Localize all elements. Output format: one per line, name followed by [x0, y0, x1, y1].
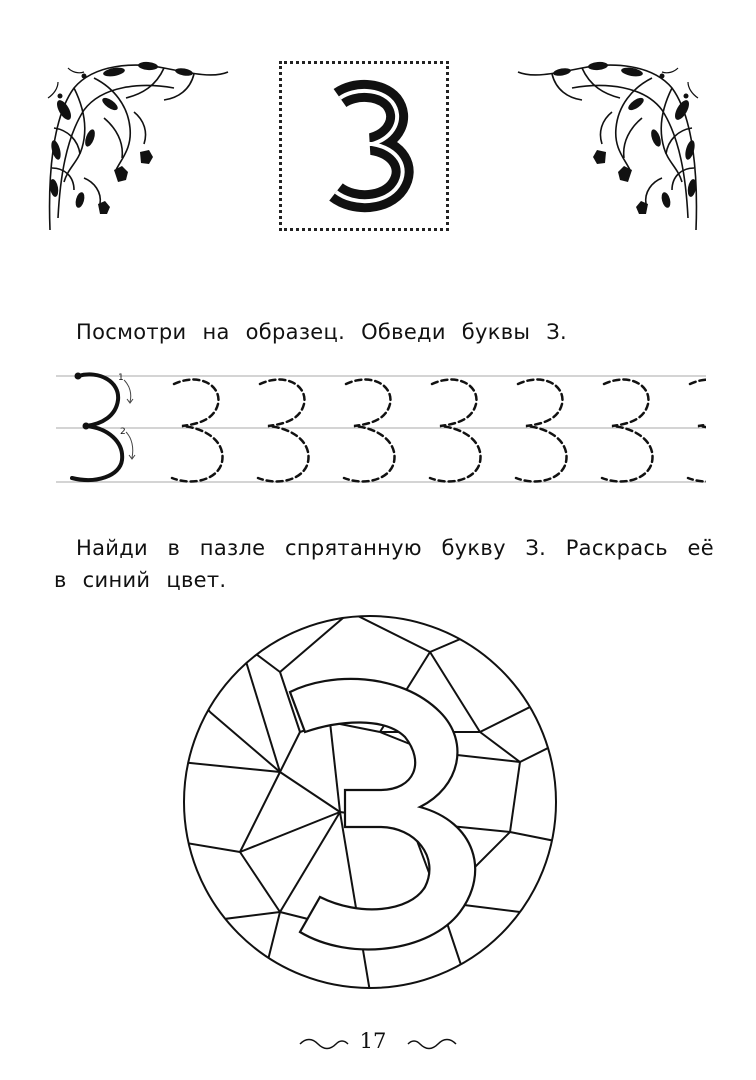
dashed-trace-letter[interactable]: [344, 380, 395, 482]
dashed-trace-letter[interactable]: [258, 380, 309, 482]
puzzle-instruction: Найди в пазле спрятанную букву З. Раскрась её в синий цвет.: [54, 536, 714, 592]
stroke-label-1: 1: [118, 373, 124, 383]
floral-corner-ornament-right-icon: [514, 58, 702, 234]
letter-tracing-row: [56, 362, 706, 492]
stroke-arrow-1: [124, 380, 131, 402]
dashed-trace-letter[interactable]: [516, 380, 567, 482]
sample-letter-frame: [279, 61, 449, 231]
start-point-1: [75, 373, 82, 380]
floral-corner-ornament-left-icon: [44, 58, 232, 234]
dashed-trace-letter[interactable]: [172, 380, 223, 482]
start-point-2: [83, 423, 90, 430]
dashed-trace-letter[interactable]: [430, 380, 481, 482]
dashed-trace-letter[interactable]: [688, 380, 706, 482]
hidden-letter-puzzle[interactable]: [180, 612, 560, 992]
hidden-letter-outline[interactable]: [290, 679, 475, 950]
tracing-instruction: Посмотри на образец. Обведи буквы З.: [76, 320, 568, 344]
page-number: 17: [359, 1029, 387, 1053]
dashed-trace-letter[interactable]: [602, 380, 653, 482]
stroke-arrow-2: [126, 432, 133, 458]
stroke-label-2: 2: [120, 427, 126, 437]
sample-letter-ze-glyph: [282, 64, 446, 228]
